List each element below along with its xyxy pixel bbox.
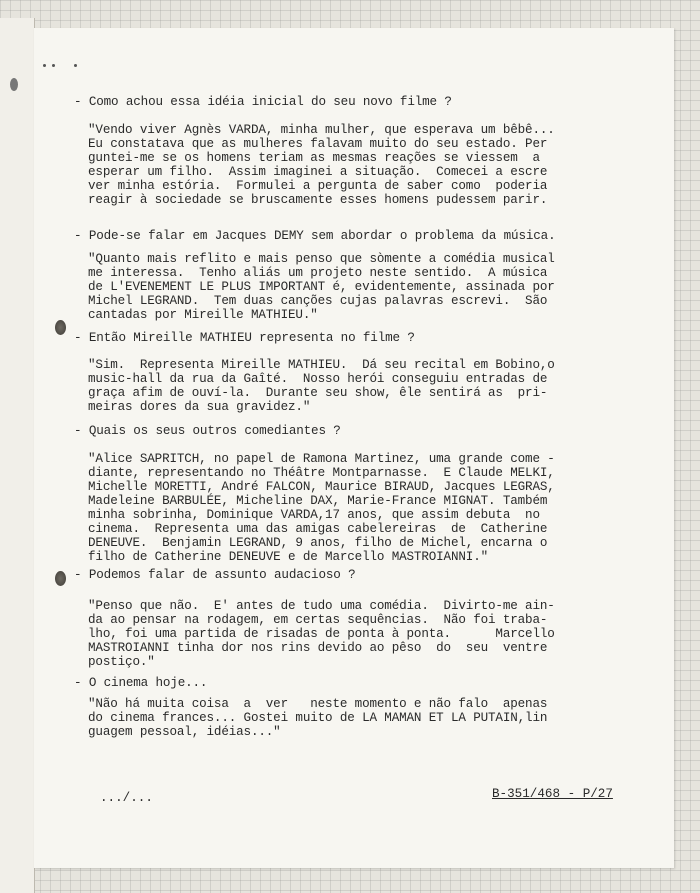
question-3: - Então Mireille MATHIEU representa no filme ?	[74, 331, 415, 345]
answer-1-line-1: "Vendo viver Agnès VARDA, minha mulher, que esperava um bêbê...	[88, 123, 555, 137]
answer-4-line-2: diante, representando no Théâtre Montparnasse. E Claude MELKI,	[88, 466, 555, 480]
answer-3-line-4: meiras dores da sua gravidez."	[88, 400, 311, 414]
answer-5-line-4: MASTROIANNI tinha dor nos rins devido ao pêso do seu ventre	[88, 641, 548, 655]
answer-4-line-8: filho de Catherine DENEUVE e de Marcello MASTROIANNI."	[88, 550, 489, 564]
answer-5-line-2: da ao pensar na rodagem, em certas sequências. Não foi traba-	[88, 613, 548, 627]
question-6: - O cinema hoje...	[74, 676, 208, 690]
ink-mark	[74, 64, 77, 67]
answer-2-line-5: cantadas por Mireille MATHIEU."	[88, 308, 318, 322]
binder-hole	[55, 320, 66, 335]
answer-6-line-3: guagem pessoal, idéias..."	[88, 725, 281, 739]
answer-2-line-2: me interessa. Tenho aliás um projeto neste sentido. A música	[88, 266, 548, 280]
answer-5-line-3: lho, foi uma partida de risadas de ponta à ponta. Marcello	[88, 627, 555, 641]
answer-1-line-2: Eu constatava que as mulheres falavam muito do seu estado. Per	[88, 137, 548, 151]
answer-4-line-1: "Alice SAPRITCH, no papel de Ramona Martinez, uma grande come -	[88, 452, 555, 466]
answer-6-line-1: "Não há muita coisa a ver neste momento e não falo apenas	[88, 697, 548, 711]
question-4: - Quais os seus outros comediantes ?	[74, 424, 341, 438]
answer-2-line-4: Michel LEGRAND. Tem duas canções cujas palavras escrevi. São	[88, 294, 548, 308]
page-reference: B-351/468 - P/27	[492, 787, 613, 801]
question-5: - Podemos falar de assunto audacioso ?	[74, 568, 356, 582]
answer-5-line-1: "Penso que não. E' antes de tudo uma comédia. Divirto-me ain-	[88, 599, 555, 613]
answer-6-line-2: do cinema frances... Gostei muito de LA MAMAN ET LA PUTAIN,lin	[88, 711, 548, 725]
answer-4-line-7: DENEUVE. Benjamin LEGRAND, 9 anos, filho de Michel, encarna o	[88, 536, 548, 550]
binder-hole	[55, 571, 66, 586]
answer-2-line-3: de L'EVENEMENT LE PLUS IMPORTANT é, evidentemente, assinada por	[88, 280, 555, 294]
previous-page-edge	[0, 18, 35, 893]
question-2: - Pode-se falar em Jacques DEMY sem abordar o problema da música.	[74, 229, 556, 243]
answer-4-line-3: Michelle MORETTI, André FALCON, Maurice BIRAUD, Jacques LEGRAS,	[88, 480, 555, 494]
answer-5-line-5: postiço."	[88, 655, 155, 669]
answer-1-line-6: reagir à sociedade se bruscamente esses homens pudessem parir.	[88, 193, 548, 207]
answer-3-line-3: graça afim de ouví-la. Durante seu show, êle sentirá as pri-	[88, 386, 548, 400]
answer-1-line-3: guntei-me se os homens teriam as mesmas reações se viessem a	[88, 151, 540, 165]
continuation-mark: .../...	[100, 791, 153, 805]
binder-hole	[10, 78, 18, 91]
answer-3-line-2: music-hall da rua da Gaîté. Nosso herói conseguiu entradas de	[88, 372, 548, 386]
answer-4-line-4: Madeleine BARBULÉE, Micheline DAX, Marie-France MIGNAT. Também	[88, 494, 548, 508]
ink-mark	[43, 64, 46, 67]
answer-3-line-1: "Sim. Representa Mireille MATHIEU. Dá seu recital em Bobino,o	[88, 358, 555, 372]
answer-1-line-5: ver minha estória. Formulei a pergunta de saber como poderia	[88, 179, 548, 193]
ink-mark	[52, 64, 55, 67]
answer-2-line-1: "Quanto mais reflito e mais penso que sòmente a comédia musical	[88, 252, 555, 266]
answer-4-line-5: minha sobrinha, Dominique VARDA,17 anos, que assim debuta no	[88, 508, 540, 522]
answer-1-line-4: esperar um filho. Assim imaginei a situação. Comecei a escre	[88, 165, 548, 179]
question-1: - Como achou essa idéia inicial do seu novo filme ?	[74, 95, 452, 109]
answer-4-line-6: cinema. Representa uma das amigas cabelereiras de Catherine	[88, 522, 548, 536]
